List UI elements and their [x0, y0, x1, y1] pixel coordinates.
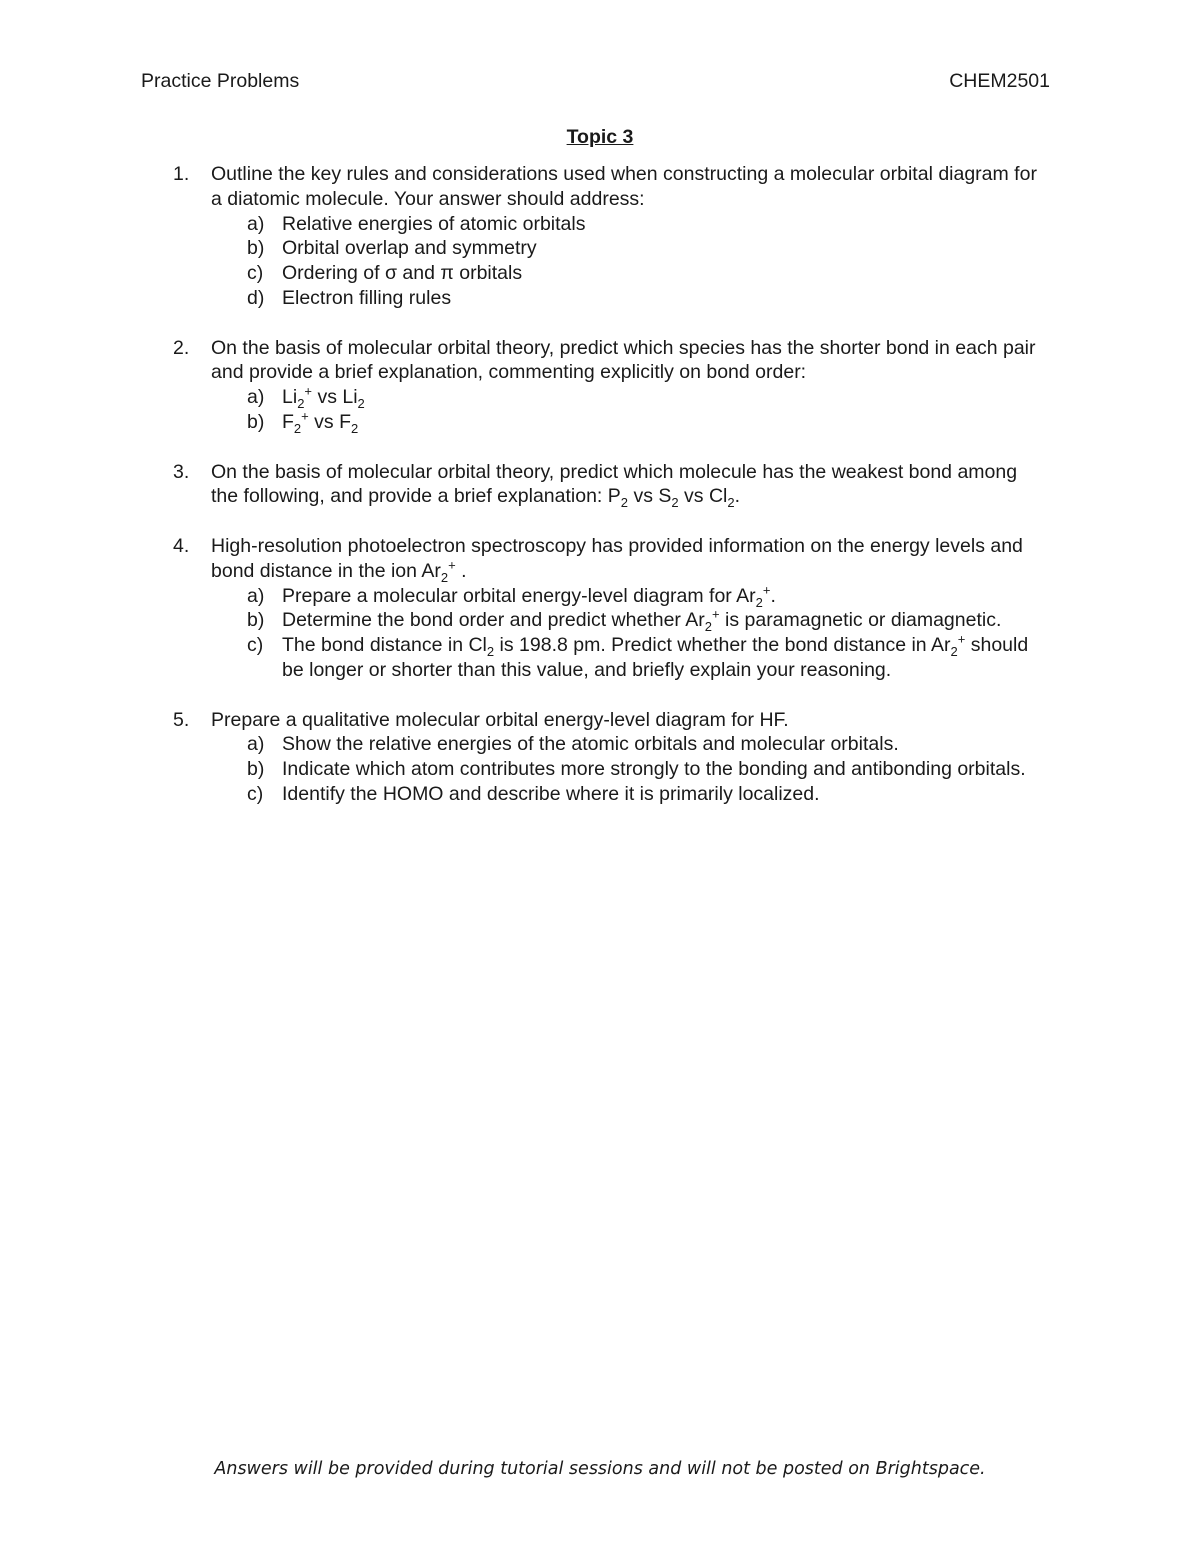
subquestion-letter: b) — [247, 609, 265, 632]
subquestion-letter: b) — [247, 758, 265, 781]
question-number: 2. — [173, 336, 190, 359]
subquestion-a — [211, 212, 1043, 237]
formula-s2: $S_2$ — [658, 485, 679, 511]
formula-cl2: $Cl_2$ — [468, 634, 495, 660]
subquestion-text: Indicate which atom contributes more strongly to the bonding and antibonding orbitals. — [282, 758, 1026, 781]
question-text: High-resolution photoelectron spectroscopy has provided information on the energy levels and bond distance in the ion $Ar_2^+$ . — [211, 534, 1023, 585]
page-title: Topic 3 — [566, 126, 634, 148]
question-text: Outline the key rules and considerations used when constructing a molecular orbital diagram for a diatomic molecule. Your answer should address: — [211, 163, 1037, 210]
subquestion-list — [211, 212, 1043, 311]
subquestion-c — [211, 782, 1043, 807]
subquestion-a — [211, 385, 1043, 410]
formula-ar2-cation: $Ar_2^+$ — [685, 606, 720, 635]
subquestion-letter: d) — [247, 286, 265, 309]
subquestion-text: Relative energies of atomic orbitals — [282, 212, 586, 235]
subquestion-b — [211, 757, 1043, 782]
subquestion-c — [211, 261, 1043, 286]
question-2 — [173, 336, 1043, 435]
subquestion-text: Identify the HOMO and describe where it is primarily localized. — [282, 782, 820, 805]
subquestion-letter: c) — [247, 262, 264, 285]
subquestion-b — [211, 236, 1043, 261]
subquestion-a: a) Prepare a molecular orbital energy-level diagram for $Ar_2^+$. — [247, 582, 776, 610]
formula-li2: $Li_2$ — [342, 386, 365, 412]
header-course-code: CHEM2501 — [949, 70, 1050, 92]
subquestion-letter: c) — [247, 634, 264, 657]
subquestion-text: Ordering of σ and π orbitals — [282, 262, 523, 285]
subquestion-letter: b) — [247, 410, 265, 433]
formula-ar2-cation: $Ar_2^+$ — [421, 557, 456, 585]
question-4 — [173, 534, 1043, 683]
header-course-label: Practice Problems — [141, 70, 300, 92]
subquestion-b — [211, 410, 1043, 435]
question-number: 3. — [173, 460, 190, 483]
formula-p2: $P_2$ — [607, 485, 629, 511]
formula-li2-cation: $Li_2^+$ — [282, 383, 313, 412]
question-number: 5. — [173, 708, 190, 731]
subquestion-letter: a) — [247, 584, 265, 607]
question-5 — [173, 708, 1043, 807]
subquestion-text: Electron filling rules — [282, 286, 452, 309]
subquestion-letter: b) — [247, 237, 265, 260]
question-1 — [173, 162, 1043, 311]
subquestion-a — [211, 732, 1043, 757]
subquestion-c: c) The bond distance in $Cl_2$ is 198.8 pm. Predict whether the bond distance in $Ar_2^+$ should be longer or shorter than this value, and briefly explain your reasoning. — [247, 631, 1029, 681]
vs-label: vs — [317, 386, 337, 409]
formula-cl2: $Cl_2$ — [708, 485, 735, 511]
question-list — [173, 162, 1043, 832]
subquestion-d — [211, 286, 1043, 311]
subquestion-letter: a) — [247, 733, 265, 756]
question-3 — [173, 460, 1043, 510]
subquestion-list — [211, 732, 1043, 806]
subquestion-list — [211, 584, 1043, 683]
subquestion-list — [211, 385, 1043, 435]
question-text: On the basis of molecular orbital theory, predict which molecule has the weakest bond among the following, and provide a brief explanation: $P_2$ vs $S_2$ vs $Cl_2$. — [211, 460, 1018, 511]
formula-f2-cation: $F_2^+$ — [282, 408, 309, 436]
page-header — [141, 70, 1050, 96]
subquestion-letter: a) — [247, 212, 265, 235]
formula-ar2-cation: $Ar_2^+$ — [930, 631, 966, 660]
formula-ar2-cation: $Ar_2^+$ — [736, 582, 771, 610]
subquestion-letter: c) — [247, 782, 264, 805]
vs-label: vs — [314, 410, 334, 433]
footer-note: Answers will be provided during tutorial sessions and will not be posted on Brightspace. — [214, 1459, 986, 1479]
question-text: On the basis of molecular orbital theory, predict which species has the shorter bond in each pair and provide a brief explanation, commenting explicitly on bond order: — [211, 336, 1036, 384]
subquestion-b: b) Determine the bond order and predict whether $Ar_2^+$ is paramagnetic or diamagnetic. — [247, 606, 1002, 635]
subquestion-text: Show the relative energies of the atomic orbitals and molecular orbitals. — [282, 733, 899, 756]
formula-f2: $F_2$ — [339, 410, 359, 436]
question-number: 4. — [173, 534, 190, 557]
question-text: Prepare a qualitative molecular orbital energy-level diagram for HF. — [211, 708, 789, 731]
question-number: 1. — [173, 163, 190, 185]
subquestion-text: Orbital overlap and symmetry — [282, 237, 537, 260]
subquestion-letter: a) — [247, 386, 265, 409]
